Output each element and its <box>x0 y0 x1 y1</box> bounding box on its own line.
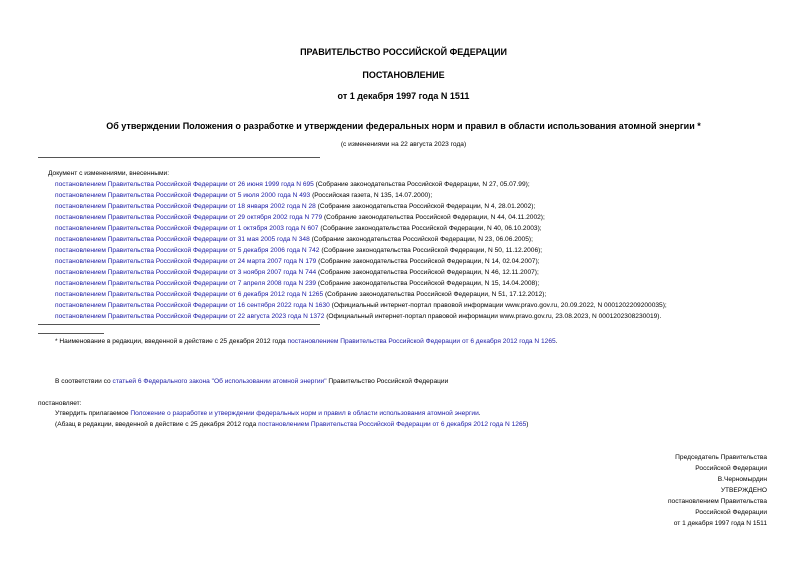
approve-suffix: . <box>478 410 481 417</box>
amendment-item <box>55 278 667 289</box>
amendment-source: (Собрание законодательства Российской Федерации, N 4, 28.01.2002); <box>315 203 536 210</box>
amendment-source: (Собрание законодательства Российской Федерации, N 15, 14.04.2008); <box>316 280 540 287</box>
amendment-item <box>55 234 667 245</box>
preamble <box>55 376 448 387</box>
amendment-source: (Собрание законодательства Российской Федерации, N 40, 06.10.2003); <box>318 225 542 232</box>
amendment-item <box>55 212 667 223</box>
amendment-link[interactable]: постановлением Правительства Российской Федерации от 18 января 2002 года N 28 <box>55 203 316 210</box>
footnote-separator <box>38 333 104 334</box>
signature-country: Российской Федерации <box>695 465 767 472</box>
amendment-link[interactable]: постановлением Правительства Российской Федерации от 29 октября 2002 года N 779 <box>55 214 323 221</box>
footnote-suffix: . <box>555 338 558 345</box>
amendment-source: (Собрание законодательства Российской Федерации, N 23, 06.06.2005); <box>309 236 533 243</box>
revision-note: (с изменениями на 22 августа 2023 года) <box>340 141 467 148</box>
footnote <box>55 336 558 347</box>
amendment-item <box>55 179 667 190</box>
amendment-source: (Собрание законодательства Российской Федерации, N 46, 12.11.2007); <box>316 269 539 276</box>
resolves-text: постановляет: <box>38 400 82 407</box>
amendment-link[interactable]: постановлением Правительства Российской Федерации от 5 июля 2000 года N 493 <box>55 192 311 199</box>
signature-position: Председатель Правительства <box>675 454 767 461</box>
amendment-item <box>55 256 667 267</box>
amendment-source: (Собрание законодательства Российской Федерации, N 50, 11.12.2006); <box>319 247 543 254</box>
amendment-link[interactable]: постановлением Правительства Российской Федерации от 24 марта 2007 года N 179 <box>55 258 317 265</box>
note-prefix: (Абзац в редакции, введенной в действие с 25 декабря 2012 года <box>55 421 259 428</box>
amendment-source: (Собрание законодательства Российской Федерации, N 44, 04.11.2002); <box>322 214 545 221</box>
amendment-link[interactable]: постановлением Правительства Российской Федерации от 5 декабря 2006 года N 742 <box>55 247 320 254</box>
approved-country: Российской Федерации <box>695 509 767 516</box>
document-date-number: от 1 декабря 1997 года N 1511 <box>337 91 470 101</box>
amendment-link[interactable]: постановлением Правительства Российской Федерации от 6 декабря 2012 года N 1265 <box>55 291 324 298</box>
amendment-link[interactable]: постановлением Правительства Российской Федерации от 7 апреля 2008 года N 239 <box>55 280 317 287</box>
amendment-item <box>55 289 667 300</box>
amendment-link[interactable]: постановлением Правительства Российской Федерации от 1 октября 2003 года N 607 <box>55 225 319 232</box>
amendment-link[interactable]: постановлением Правительства Российской Федерации от 26 июня 1999 года N 695 <box>55 181 314 188</box>
document-type: ПОСТАНОВЛЕНИЕ <box>362 70 445 80</box>
signature-name: В.Черномырдин <box>717 476 767 483</box>
approved-label: УТВЕРЖДЕНО <box>720 487 767 494</box>
amendment-link[interactable]: постановлением Правительства Российской Федерации от 3 ноября 2007 года N 744 <box>55 269 317 276</box>
note-suffix: ) <box>526 421 529 428</box>
amendment-source: (Собрание законодательства Российской Федерации, N 14, 02.04.2007); <box>316 258 540 265</box>
amendment-item <box>55 311 667 322</box>
amendment-source: (Собрание законодательства Российской Федерации, N 27, 05.07.99); <box>313 181 530 188</box>
amendment-link[interactable]: постановлением Правительства Российской Федерации от 22 августа 2023 года N 1372 <box>55 313 325 320</box>
amendment-item <box>55 245 667 256</box>
approved-date: от 1 декабря 1997 года N 1511 <box>673 520 767 527</box>
federal-law-link[interactable]: статьей 6 Федерального закона "Об использовании атомной энергии" <box>112 378 327 385</box>
government-heading: ПРАВИТЕЛЬСТВО РОССИЙСКОЙ ФЕДЕРАЦИИ <box>300 47 507 57</box>
amendments-list <box>55 179 667 322</box>
regulation-link[interactable]: Положение о разработке и утверждении федеральных норм и правил в области использования атомной энергии <box>130 410 479 417</box>
amendment-item <box>55 223 667 234</box>
footnote-prefix: * Наименование в редакции, введенной в действие с 25 декабря 2012 года <box>55 338 288 345</box>
amendment-item <box>55 267 667 278</box>
amendment-item <box>55 300 667 311</box>
amendment-source: (Собрание законодательства Российской Федерации, N 51, 17.12.2012); <box>323 291 547 298</box>
footnote-link[interactable]: постановлением Правительства Российской Федерации от 6 декабря 2012 года N 1265 <box>287 338 556 345</box>
amendment-link[interactable]: постановлением Правительства Российской Федерации от 31 мая 2005 года N 348 <box>55 236 310 243</box>
note-link[interactable]: постановлением Правительства Российской Федерации от 6 декабря 2012 года N 1265 <box>258 421 527 428</box>
amendment-item <box>55 201 667 212</box>
approve-paragraph <box>55 408 481 419</box>
separator-top <box>38 157 320 158</box>
amendments-intro: Документ с изменениями, внесенными: <box>48 170 170 177</box>
paragraph-edit-note <box>55 419 528 430</box>
approved-by: постановлением Правительства <box>667 498 767 505</box>
amendment-source: (Официальный интернет-портал правовой информации www.pravo.gov.ru, 23.08.2023, N 0001202308230019). <box>324 313 662 320</box>
amendment-source: (Официальный интернет-портал правовой информации www.pravo.gov.ru, 20.09.2022, N 0001202209200035); <box>329 302 667 309</box>
preamble-prefix: В соответствии со <box>55 378 113 385</box>
separator-bottom <box>38 324 320 325</box>
amendment-link[interactable]: постановлением Правительства Российской Федерации от 16 сентября 2022 года N 1630 <box>55 302 330 309</box>
document-title: Об утверждении Положения о разработке и утверждении федеральных норм и правил в области использования атомной энергии * <box>106 121 701 131</box>
amendment-source: (Российская газета, N 135, 14.07.2000); <box>310 192 433 199</box>
approve-prefix: Утвердить прилагаемое <box>55 410 131 417</box>
preamble-suffix: Правительство Российской Федерации <box>326 378 449 385</box>
amendment-item <box>55 190 667 201</box>
signature-block <box>668 452 767 529</box>
